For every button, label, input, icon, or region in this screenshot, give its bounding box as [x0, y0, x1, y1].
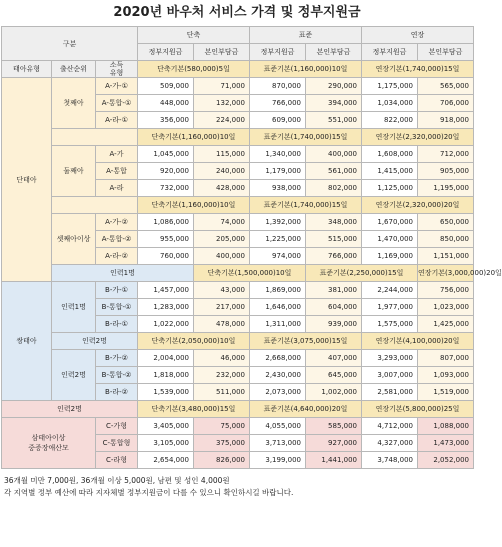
header-gov-support: 정부지원금 — [250, 44, 306, 61]
self-pay-cell: 712,000 — [418, 146, 474, 163]
table-row — [2, 265, 474, 282]
staff-two-label: 인력2명 — [2, 401, 138, 418]
self-pay-cell: 826,000 — [194, 452, 250, 469]
gov-support-cell: 609,000 — [250, 112, 306, 129]
self-pay-cell: 1,093,000 — [418, 367, 474, 384]
table-row — [2, 214, 474, 231]
first-child-label: 첫째아 — [52, 78, 96, 129]
staff-two-label: 인력2명 — [52, 333, 138, 350]
self-pay-cell: 400,000 — [306, 146, 362, 163]
header-standard: 표준 — [250, 27, 362, 44]
gov-support-cell: 1,539,000 — [138, 384, 194, 401]
gov-support-cell: 1,646,000 — [250, 299, 306, 316]
gov-support-cell: 1,169,000 — [362, 248, 418, 265]
gov-support-cell: 448,000 — [138, 95, 194, 112]
gov-support-cell: 2,581,000 — [362, 384, 418, 401]
base-price-cell: 연장기본(3,000,000)20일 — [418, 265, 474, 282]
base-price-cell: 연장기본(1,740,000)15일 — [362, 61, 474, 78]
income-type-cell: A-라 — [96, 180, 138, 197]
header-income-type: 소득 유형 — [96, 61, 138, 78]
self-pay-cell: 1,002,000 — [306, 384, 362, 401]
gov-support-cell: 1,225,000 — [250, 231, 306, 248]
gov-support-cell: 822,000 — [362, 112, 418, 129]
self-pay-cell: 240,000 — [194, 163, 250, 180]
self-pay-cell: 290,000 — [306, 78, 362, 95]
header-fetus-type: 태아유형 — [2, 61, 52, 78]
gov-support-cell: 1,045,000 — [138, 146, 194, 163]
self-pay-cell: 706,000 — [418, 95, 474, 112]
gov-support-cell: 1,175,000 — [362, 78, 418, 95]
self-pay-cell: 565,000 — [418, 78, 474, 95]
staff-one-label: 인력1명 — [52, 265, 194, 282]
base-price-cell: 표준기본(1,160,000)10일 — [250, 61, 362, 78]
self-pay-cell: 232,000 — [194, 367, 250, 384]
gov-support-cell: 1,086,000 — [138, 214, 194, 231]
income-type-cell: A-통합-① — [96, 95, 138, 112]
gov-support-cell: 1,977,000 — [362, 299, 418, 316]
self-pay-cell: 645,000 — [306, 367, 362, 384]
gov-support-cell: 1,670,000 — [362, 214, 418, 231]
income-type-cell: B-라-① — [96, 316, 138, 333]
staff-one-label: 인력1명 — [52, 282, 96, 333]
header-group: 구분 — [2, 27, 138, 61]
income-type-cell: C-라형 — [96, 452, 138, 469]
gov-support-cell: 1,022,000 — [138, 316, 194, 333]
self-pay-cell: 604,000 — [306, 299, 362, 316]
gov-support-cell: 1,415,000 — [362, 163, 418, 180]
table-row — [2, 61, 474, 78]
self-pay-cell: 511,000 — [194, 384, 250, 401]
gov-support-cell: 3,405,000 — [138, 418, 194, 435]
income-type-cell: A-통합-② — [96, 231, 138, 248]
header-gov-support: 정부지원금 — [362, 44, 418, 61]
voucher-price-table — [1, 26, 502, 469]
self-pay-cell: 905,000 — [418, 163, 474, 180]
self-pay-cell: 46,000 — [194, 350, 250, 367]
self-pay-cell: 927,000 — [306, 435, 362, 452]
page-title: 2020년 바우처 서비스 가격 및 정부지원금 — [113, 5, 361, 20]
third-child-label: 셋째아이상 — [52, 214, 96, 265]
gov-support-cell: 2,668,000 — [250, 350, 306, 367]
gov-support-cell: 1,340,000 — [250, 146, 306, 163]
header-self-pay: 본인부담금 — [194, 44, 250, 61]
staff-two-label: 인력2명 — [52, 350, 96, 401]
gov-support-cell: 870,000 — [250, 78, 306, 95]
base-price-cell: 단축기본(580,000)5일 — [138, 61, 250, 78]
self-pay-cell: 348,000 — [306, 214, 362, 231]
header-gov-support: 정부지원금 — [138, 44, 194, 61]
gov-support-cell: 356,000 — [138, 112, 194, 129]
self-pay-cell: 918,000 — [418, 112, 474, 129]
income-type-cell: B-라-② — [96, 384, 138, 401]
income-type-cell: B-가-② — [96, 350, 138, 367]
second-child-label: 둘째아 — [52, 146, 96, 197]
gov-support-cell: 1,392,000 — [250, 214, 306, 231]
self-pay-cell: 585,000 — [306, 418, 362, 435]
gov-support-cell: 955,000 — [138, 231, 194, 248]
self-pay-cell: 407,000 — [306, 350, 362, 367]
base-price-cell: 연장기본(5,800,000)25일 — [362, 401, 474, 418]
gov-support-cell: 3,105,000 — [138, 435, 194, 452]
table-row — [2, 146, 474, 163]
gov-support-cell: 2,004,000 — [138, 350, 194, 367]
self-pay-cell: 75,000 — [194, 418, 250, 435]
income-type-cell: A-가-② — [96, 214, 138, 231]
gov-support-cell: 938,000 — [250, 180, 306, 197]
table-row — [2, 418, 474, 435]
note-2: 각 지역별 정부 예산에 따라 지자체별 정부지원금이 다를 수 있으니 확인하시길 바랍니다. — [4, 488, 294, 497]
gov-support-cell: 1,457,000 — [138, 282, 194, 299]
base-price-cell: 표준기본(4,640,000)20일 — [250, 401, 362, 418]
self-pay-cell: 850,000 — [418, 231, 474, 248]
income-type-cell: A-라-② — [96, 248, 138, 265]
self-pay-cell: 394,000 — [306, 95, 362, 112]
self-pay-cell: 1,023,000 — [418, 299, 474, 316]
gov-support-cell: 1,869,000 — [250, 282, 306, 299]
self-pay-cell: 400,000 — [194, 248, 250, 265]
table-row — [2, 78, 474, 95]
base-price-cell: 표준기본(1,740,000)15일 — [250, 129, 362, 146]
self-pay-cell: 428,000 — [194, 180, 250, 197]
footnotes — [0, 469, 474, 499]
gov-support-cell: 1,470,000 — [362, 231, 418, 248]
self-pay-cell: 43,000 — [194, 282, 250, 299]
table-row — [2, 401, 474, 418]
spacer — [52, 197, 138, 214]
gov-support-cell: 509,000 — [138, 78, 194, 95]
self-pay-cell: 205,000 — [194, 231, 250, 248]
self-pay-cell: 939,000 — [306, 316, 362, 333]
note-1: 36개월 미만 7,000원, 36개월 이상 5,000원, 남편 및 성인 4,000원 — [4, 476, 230, 485]
self-pay-cell: 756,000 — [418, 282, 474, 299]
self-pay-cell: 561,000 — [306, 163, 362, 180]
income-type-cell: C-가형 — [96, 418, 138, 435]
gov-support-cell: 1,283,000 — [138, 299, 194, 316]
gov-support-cell: 1,034,000 — [362, 95, 418, 112]
income-type-cell: A-통합 — [96, 163, 138, 180]
self-pay-cell: 551,000 — [306, 112, 362, 129]
income-type-cell: B-가-① — [96, 282, 138, 299]
table-row — [2, 197, 474, 214]
income-type-cell: A-가-① — [96, 78, 138, 95]
gov-support-cell: 3,713,000 — [250, 435, 306, 452]
self-pay-cell: 807,000 — [418, 350, 474, 367]
gov-support-cell: 760,000 — [138, 248, 194, 265]
gov-support-cell: 1,311,000 — [250, 316, 306, 333]
gov-support-cell: 4,712,000 — [362, 418, 418, 435]
gov-support-cell: 2,244,000 — [362, 282, 418, 299]
gov-support-cell: 1,608,000 — [362, 146, 418, 163]
base-price-cell: 표준기본(3,075,000)15일 — [250, 333, 362, 350]
gov-support-cell: 2,654,000 — [138, 452, 194, 469]
base-price-cell: 단축기본(3,480,000)15일 — [138, 401, 250, 418]
self-pay-cell: 381,000 — [306, 282, 362, 299]
self-pay-cell: 71,000 — [194, 78, 250, 95]
base-price-cell: 단축기본(1,160,000)10일 — [138, 197, 250, 214]
header-birth-order: 출산순위 — [52, 61, 96, 78]
gov-support-cell: 1,125,000 — [362, 180, 418, 197]
income-type-cell: C-통합형 — [96, 435, 138, 452]
gov-support-cell: 1,818,000 — [138, 367, 194, 384]
gov-support-cell: 3,007,000 — [362, 367, 418, 384]
gov-support-cell: 3,293,000 — [362, 350, 418, 367]
gov-support-cell: 4,327,000 — [362, 435, 418, 452]
self-pay-cell: 224,000 — [194, 112, 250, 129]
base-price-cell: 표준기본(1,740,000)15일 — [250, 197, 362, 214]
income-type-cell: B-통합-① — [96, 299, 138, 316]
header-short: 단축 — [138, 27, 250, 44]
gov-support-cell: 974,000 — [250, 248, 306, 265]
self-pay-cell: 515,000 — [306, 231, 362, 248]
self-pay-cell: 1,195,000 — [418, 180, 474, 197]
base-price-cell: 단축기본(1,500,000)10일 — [194, 265, 306, 282]
self-pay-cell: 650,000 — [418, 214, 474, 231]
self-pay-cell: 766,000 — [306, 248, 362, 265]
income-type-cell: B-통합-② — [96, 367, 138, 384]
self-pay-cell: 1,088,000 — [418, 418, 474, 435]
self-pay-cell: 2,052,000 — [418, 452, 474, 469]
self-pay-cell: 217,000 — [194, 299, 250, 316]
self-pay-cell: 115,000 — [194, 146, 250, 163]
table-row — [2, 282, 474, 299]
gov-support-cell: 2,073,000 — [250, 384, 306, 401]
table-row — [2, 333, 474, 350]
self-pay-cell: 802,000 — [306, 180, 362, 197]
table-row — [2, 350, 474, 367]
header-extended: 연장 — [362, 27, 474, 44]
gov-support-cell: 1,575,000 — [362, 316, 418, 333]
income-type-cell: A-가 — [96, 146, 138, 163]
self-pay-cell: 74,000 — [194, 214, 250, 231]
spacer — [52, 129, 138, 146]
gov-support-cell: 1,179,000 — [250, 163, 306, 180]
twin-label: 쌍태아 — [2, 282, 52, 401]
self-pay-cell: 1,519,000 — [418, 384, 474, 401]
gov-support-cell: 2,430,000 — [250, 367, 306, 384]
self-pay-cell: 1,425,000 — [418, 316, 474, 333]
single-fetus-label: 단태아 — [2, 78, 52, 282]
base-price-cell: 단축기본(1,160,000)10일 — [138, 129, 250, 146]
self-pay-cell: 478,000 — [194, 316, 250, 333]
gov-support-cell: 766,000 — [250, 95, 306, 112]
table-row — [2, 27, 474, 44]
header-self-pay: 본인부담금 — [418, 44, 474, 61]
gov-support-cell: 3,199,000 — [250, 452, 306, 469]
self-pay-cell: 1,473,000 — [418, 435, 474, 452]
self-pay-cell: 1,151,000 — [418, 248, 474, 265]
base-price-cell: 연장기본(2,320,000)20일 — [362, 129, 474, 146]
gov-support-cell: 920,000 — [138, 163, 194, 180]
triplet-label: 삼태아이상 중증장애산모 — [2, 418, 96, 469]
gov-support-cell: 3,748,000 — [362, 452, 418, 469]
base-price-cell: 연장기본(4,100,000)20일 — [362, 333, 474, 350]
table-row — [2, 129, 474, 146]
gov-support-cell: 4,055,000 — [250, 418, 306, 435]
base-price-cell: 표준기본(2,250,000)15일 — [306, 265, 418, 282]
self-pay-cell: 132,000 — [194, 95, 250, 112]
self-pay-cell: 375,000 — [194, 435, 250, 452]
income-type-cell: A-라-① — [96, 112, 138, 129]
base-price-cell: 연장기본(2,320,000)20일 — [362, 197, 474, 214]
header-self-pay: 본인부담금 — [306, 44, 362, 61]
gov-support-cell: 732,000 — [138, 180, 194, 197]
base-price-cell: 단축기본(2,050,000)10일 — [138, 333, 250, 350]
self-pay-cell: 1,441,000 — [306, 452, 362, 469]
